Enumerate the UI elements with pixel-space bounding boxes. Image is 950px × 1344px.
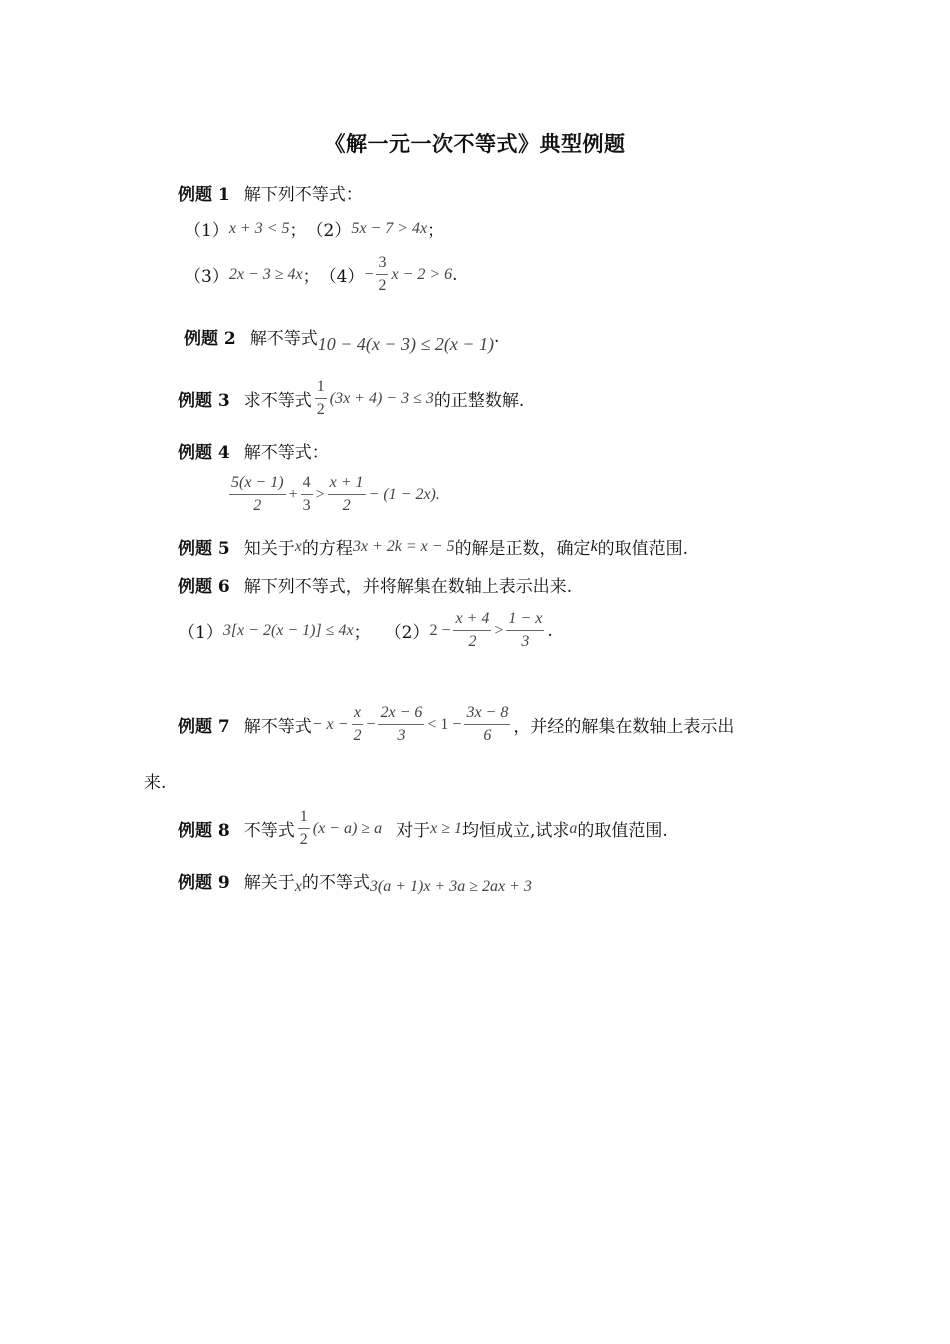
example-text: 解下列不等式： — [243, 185, 363, 205]
fraction-denominator: 2 — [468, 633, 477, 650]
example-1-header — [178, 180, 363, 205]
period: . — [452, 264, 458, 285]
fraction-denominator: 2 — [316, 401, 325, 418]
separator: ； — [302, 267, 320, 287]
part-label: （4） — [319, 267, 365, 287]
fraction — [351, 704, 363, 745]
example-text: 解下列不等式，并将解集在数轴上表示出来. — [243, 577, 573, 597]
example-6-parts — [178, 610, 553, 651]
example-text: 均恒成立,试求 — [461, 821, 570, 841]
example-label: 例题 1 — [178, 185, 230, 205]
math-sign: − — [364, 265, 374, 283]
example-text: 的解是正数，确定 — [454, 539, 591, 559]
example-4-header — [178, 438, 329, 463]
example-text: 的方程 — [301, 539, 353, 559]
fraction — [376, 254, 388, 295]
separator: ； — [289, 221, 307, 241]
example-2 — [184, 318, 499, 355]
fraction-denominator: 2 — [342, 497, 351, 514]
part-label: （1） — [184, 221, 229, 241]
example-text: 知关于 — [243, 539, 295, 559]
example-label: 例题 2 — [184, 329, 236, 349]
math-expression: 3[x − 2(x − 1)] ≤ 4x — [222, 621, 354, 639]
fraction — [298, 808, 310, 849]
example-text: 的不等式 — [301, 872, 370, 893]
fraction-numerator: x + 4 — [453, 610, 491, 631]
separator: ； — [427, 221, 445, 241]
separator: ； — [353, 623, 371, 643]
example-3 — [178, 378, 524, 419]
period: . — [547, 620, 553, 641]
fraction-denominator: 3 — [397, 727, 406, 744]
example-4-expression — [226, 474, 440, 515]
example-text: 解不等式： — [243, 443, 329, 463]
fraction — [453, 610, 491, 651]
math-operator: − — [366, 715, 376, 733]
math-variable: k — [590, 537, 598, 555]
math-expression: (x − a) ≥ a — [312, 819, 383, 837]
example-9 — [178, 864, 532, 896]
example-7-continuation: 来. — [144, 773, 167, 793]
math-expression: (3x + 4) − 3 ≤ 3 — [329, 389, 434, 407]
example-7 — [178, 704, 734, 745]
math-expression: x − 2 > 6 — [391, 265, 453, 283]
example-text: 求不等式 — [243, 391, 312, 411]
fraction-numerator: 3 — [376, 254, 388, 275]
fraction-denominator: 3 — [521, 633, 530, 650]
fraction-denominator: 2 — [253, 497, 262, 514]
period: . — [494, 326, 500, 347]
example-label: 例题 8 — [178, 821, 230, 841]
fraction — [506, 610, 544, 651]
fraction-denominator: 2 — [353, 727, 362, 744]
example-5 — [178, 534, 688, 559]
fraction — [328, 474, 366, 515]
example-1-row-2 — [184, 254, 458, 295]
example-text: 解不等式 — [249, 329, 318, 349]
fraction-numerator: 2x − 6 — [378, 704, 424, 725]
example-text: 的取值范围. — [597, 539, 689, 559]
example-text: 的取值范围. — [577, 821, 668, 841]
fraction-denominator: 2 — [299, 831, 308, 848]
fraction-numerator: 1 − x — [506, 610, 544, 631]
example-label: 例题 9 — [178, 872, 230, 893]
example-text: 不等式 — [243, 821, 295, 841]
math-expression: 3x + 2k = x − 5 — [352, 537, 455, 555]
part-label: （2） — [306, 221, 352, 241]
example-label: 例题 3 — [178, 391, 230, 411]
math-variable: a — [569, 819, 578, 837]
part-label: （3） — [184, 267, 229, 287]
fraction — [464, 704, 510, 745]
example-label: 例题 7 — [178, 717, 230, 737]
fraction — [378, 704, 424, 745]
example-label: 例题 5 — [178, 539, 230, 559]
math-expression: 3(a + 1)x + 3a ≥ 2ax + 3 — [369, 878, 532, 895]
example-8 — [178, 808, 668, 849]
math-variable: x — [294, 537, 302, 555]
math-expression: 2 − — [429, 621, 451, 639]
part-label: （2） — [384, 623, 430, 643]
fraction-numerator: 1 — [298, 808, 310, 829]
fraction — [229, 474, 286, 515]
fraction — [315, 378, 327, 419]
example-text: 解关于 — [243, 872, 295, 893]
math-expression: − x − — [311, 715, 349, 733]
fraction-denominator: 2 — [378, 277, 387, 294]
fraction-numerator: 4 — [301, 474, 313, 495]
example-label: 例题 6 — [178, 577, 230, 597]
example-text-tail: 的正整数解. — [433, 391, 525, 411]
math-expression: x ≥ 1 — [430, 819, 462, 837]
math-variable: x — [294, 878, 302, 895]
part-label: （1） — [178, 623, 223, 643]
example-text: 解不等式 — [243, 717, 312, 737]
example-label: 例题 4 — [178, 443, 230, 463]
fraction — [301, 474, 313, 515]
fraction-numerator: 3x − 8 — [464, 704, 510, 725]
math-operator: + — [288, 485, 298, 503]
fraction-numerator: x + 1 — [328, 474, 366, 495]
math-expression: 5x − 7 > 4x — [351, 219, 428, 237]
fraction-numerator: 5(x − 1) — [229, 474, 286, 495]
page-title: 《解一元一次不等式》典型例题 — [324, 131, 626, 156]
example-6-header — [178, 572, 572, 597]
math-expression: 10 − 4(x − 3) ≤ 2(x − 1) — [317, 334, 495, 354]
math-expression: 2x − 3 ≥ 4x — [228, 265, 303, 283]
math-operator: > — [315, 485, 325, 503]
math-expression: − (1 − 2x). — [368, 485, 440, 503]
math-expression: x + 3 < 5 — [228, 219, 290, 237]
example-1-row-1 — [184, 216, 444, 241]
fraction-denominator: 6 — [483, 727, 492, 744]
example-text-tail: ，并经的解集在数轴上表示出 — [513, 717, 735, 737]
math-operator: > — [494, 621, 504, 639]
example-text: 对于 — [396, 821, 431, 841]
math-operator: < 1 − — [427, 715, 462, 733]
fraction-denominator: 3 — [302, 497, 311, 514]
fraction-numerator: x — [352, 704, 363, 725]
fraction-numerator: 1 — [315, 378, 327, 399]
